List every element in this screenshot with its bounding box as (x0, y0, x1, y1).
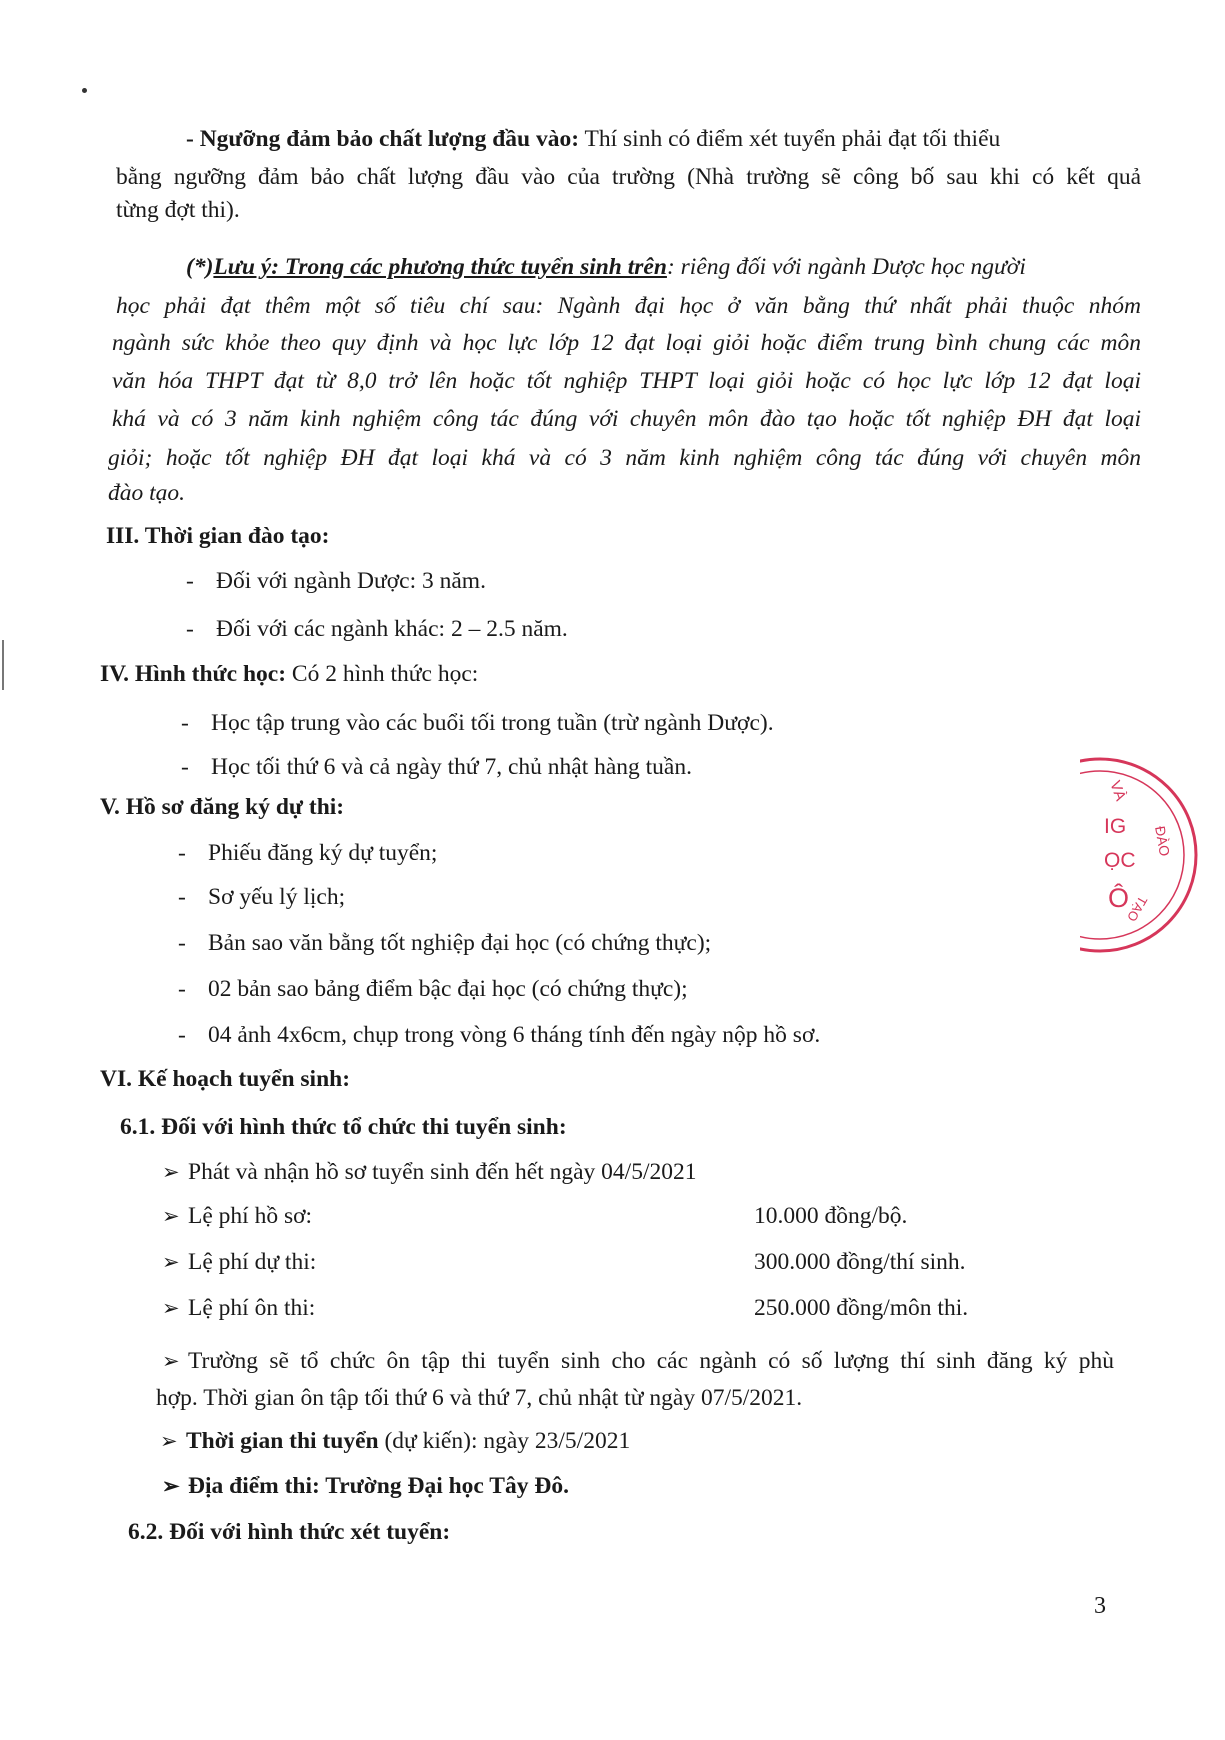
section3-item-text: Đối với các ngành khác: 2 – 2.5 năm. (216, 616, 568, 642)
fee-label: Lệ phí ôn thi: (188, 1295, 316, 1321)
scan-speck (82, 88, 87, 93)
note-line7: đào tạo. (108, 480, 186, 506)
svg-text:ĐÀO: ĐÀO (1152, 824, 1174, 858)
section5-item (178, 838, 437, 868)
note-prefix: (*) (186, 254, 214, 280)
arrow-bullet-icon: ➢ (162, 1474, 180, 1498)
svg-text:ỌC: ỌC (1104, 849, 1136, 872)
exam-time-label: Thời gian thi tuyển (186, 1428, 379, 1454)
svg-text:IG: IG (1104, 815, 1127, 838)
section5-item (178, 882, 345, 912)
section6-2-title: 6.2. Đối với hình thức xét tuyển: (128, 1519, 451, 1545)
fee-label-group (162, 1295, 315, 1321)
para-threshold-text: Thí sinh có điểm xét tuyển phải đạt tối thiểu (579, 126, 1001, 152)
arrow-bullet-icon: ➢ (162, 1250, 180, 1274)
fee-row (162, 1201, 1062, 1231)
dash: - (181, 754, 189, 780)
review-line2: hợp. Thời gian ôn tập tối thứ 6 và thứ 7, chủ nhật từ ngày 07/5/2021. (156, 1385, 803, 1411)
section3-item (186, 614, 568, 644)
official-stamp (1080, 745, 1200, 965)
note-line6: giỏi; hoặc tốt nghiệp ĐH đạt loại khá và có 3 năm kinh nghiệm công tác đúng với chuyên môn (108, 445, 1141, 471)
section4-item (181, 708, 774, 738)
para-threshold-line3: từng đợt thi). (116, 197, 240, 223)
section4-title-line (100, 659, 478, 689)
section4-item-text: Học tối thứ 6 và cả ngày thứ 7, chủ nhật hàng tuần. (211, 754, 692, 780)
dash: - (181, 710, 189, 736)
note-line4: văn hóa THPT đạt từ 8,0 trở lên hoặc tốt nghiệp THPT loại giỏi hoặc có học lực lớp 12 đạt loại (112, 368, 1141, 394)
arrow-bullet-icon: ➢ (162, 1296, 180, 1320)
section4-item-text: Học tập trung vào các buổi tối trong tuần (trừ ngành Dược). (211, 710, 774, 736)
section6-title: VI. Kế hoạch tuyển sinh: (100, 1066, 351, 1092)
dash: - (186, 568, 194, 594)
arrow-bullet-icon: ➢ (162, 1349, 180, 1373)
fee-value: 300.000 đồng/thí sinh. (754, 1249, 966, 1275)
fee-label: Lệ phí hồ sơ: (188, 1203, 313, 1229)
fee-row (162, 1247, 1062, 1277)
para-threshold-line1 (186, 124, 1000, 154)
section4-title-rest: Có 2 hình thức học: (286, 661, 479, 687)
fee-label: Lệ phí dự thi: (188, 1249, 317, 1275)
fee-value: 250.000 đồng/môn thi. (754, 1295, 969, 1321)
stamp-seal-icon (1080, 745, 1200, 965)
section5-item (178, 928, 711, 958)
exam-time-line (160, 1426, 630, 1456)
exam-time-text: (dự kiến): ngày 23/5/2021 (378, 1428, 631, 1454)
para-threshold-label: - Ngưỡng đảm bảo chất lượng đầu vào: (186, 126, 580, 152)
note-underlined: Lưu ý: Trong các phương thức tuyển sinh trên (213, 254, 667, 280)
note-line2: học phải đạt thêm một số tiêu chí sau: Ngành đại học ở văn bằng thứ nhất phải thuộc nhóm (116, 293, 1141, 319)
section5-item (178, 974, 688, 1004)
note-line1-rest: : riêng đối với ngành Dược học người (666, 254, 1026, 280)
deadline-line (162, 1157, 696, 1187)
section5-item-text: Bản sao văn bằng tốt nghiệp đại học (có chứng thực); (208, 930, 712, 956)
deadline-text: Phát và nhận hồ sơ tuyển sinh đến hết ngày 04/5/2021 (188, 1159, 697, 1185)
arrow-bullet-icon: ➢ (162, 1204, 180, 1228)
scan-edge-mark (2, 640, 4, 690)
review-text-1: Trường sẽ tổ chức ôn tập thi tuyển sinh cho các ngành có số lượng thí sinh đăng ký phù (188, 1348, 1114, 1374)
section5-item-text: Phiếu đăng ký dự tuyển; (208, 840, 438, 866)
svg-text:VÀ: VÀ (1106, 778, 1130, 804)
section5-title: V. Hồ sơ đăng ký dự thi: (100, 794, 345, 820)
section5-item-text: 04 ảnh 4x6cm, chụp trong vòng 6 tháng tính đến ngày nộp hồ sơ. (208, 1022, 821, 1048)
dash: - (178, 1022, 186, 1048)
section3-item (186, 566, 486, 596)
exam-location-line (162, 1471, 569, 1501)
fee-row (162, 1293, 1062, 1323)
page-number: 3 (1094, 1593, 1106, 1619)
note-line5: khá và có 3 năm kinh nghiệm công tác đúng với chuyên môn đào tạo hoặc tốt nghiệp ĐH đạt loại (112, 406, 1141, 432)
section3-item-text: Đối với ngành Dược: 3 năm. (216, 568, 486, 594)
exam-location-text: Địa điểm thi: Trường Đại học Tây Đô. (188, 1473, 569, 1499)
dash: - (178, 930, 186, 956)
dash: - (186, 616, 194, 642)
section5-item (178, 1020, 820, 1050)
arrow-bullet-icon: ➢ (160, 1429, 178, 1453)
section3-title: III. Thời gian đào tạo: (106, 523, 330, 549)
section4-item (181, 752, 692, 782)
section5-item-text: Sơ yếu lý lịch; (208, 884, 346, 910)
svg-text:Ô: Ô (1108, 883, 1130, 913)
review-line1 (162, 1346, 1114, 1376)
dash: - (178, 976, 186, 1002)
fee-label-group (162, 1249, 316, 1275)
fee-label-group (162, 1203, 312, 1229)
dash: - (178, 884, 186, 910)
arrow-bullet-icon: ➢ (162, 1160, 180, 1184)
fee-value: 10.000 đồng/bộ. (754, 1203, 908, 1229)
note-line1 (186, 252, 1026, 282)
para-threshold-line2: bằng ngưỡng đảm bảo chất lượng đầu vào của trường (Nhà trường sẽ công bố sau khi có kết quả (116, 164, 1141, 190)
section4-title: IV. Hình thức học: (100, 661, 287, 687)
dash: - (178, 840, 186, 866)
section5-item-text: 02 bản sao bảng điểm bậc đại học (có chứng thực); (208, 976, 688, 1002)
section6-1-title: 6.1. Đối với hình thức tổ chức thi tuyển sinh: (120, 1114, 567, 1140)
svg-text:TẠO: TẠO (1124, 893, 1151, 925)
note-line3: ngành sức khỏe theo quy định và học lực lớp 12 đạt loại giỏi hoặc điểm trung bình chung các môn (112, 330, 1141, 356)
